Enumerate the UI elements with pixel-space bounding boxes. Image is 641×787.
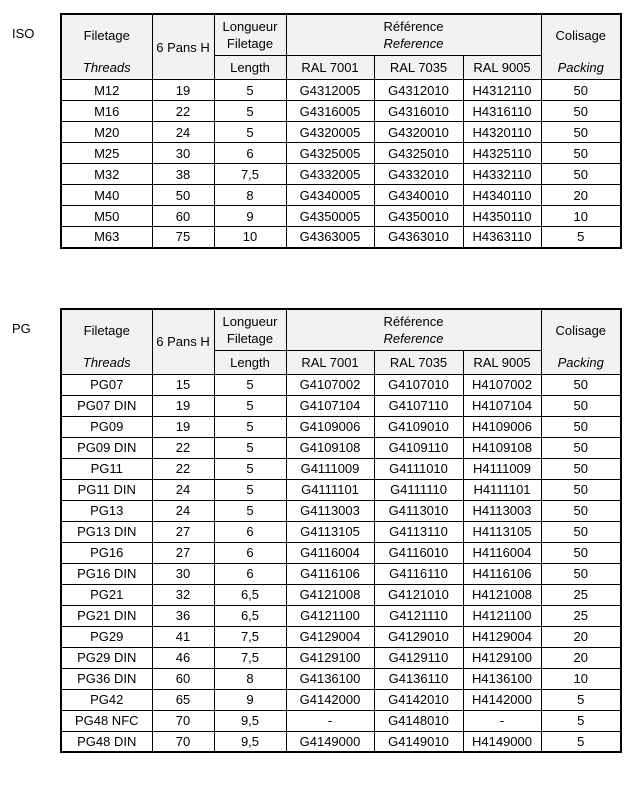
table-cell: 50 bbox=[541, 458, 621, 479]
col-header-colisage-en: Packing bbox=[557, 354, 604, 370]
table-cell: H4109108 bbox=[463, 437, 541, 458]
table-cell: 9,5 bbox=[214, 731, 286, 752]
col-header-6-pans-h: 6 Pans H bbox=[152, 14, 214, 80]
table-cell: G4136100 bbox=[286, 668, 374, 689]
table-cell: M63 bbox=[61, 227, 152, 248]
table-cell: 25 bbox=[541, 605, 621, 626]
table-row bbox=[61, 689, 621, 710]
table-row bbox=[61, 101, 621, 122]
table-row bbox=[61, 227, 621, 248]
table-cell: G4350005 bbox=[286, 206, 374, 227]
table-cell: 6,5 bbox=[214, 605, 286, 626]
table-row bbox=[61, 521, 621, 542]
table-cell: 15 bbox=[152, 374, 214, 395]
table-cell: PG13 bbox=[61, 500, 152, 521]
col-header-longueur-line2: Filetage bbox=[226, 36, 274, 52]
col-header-filetage-fr: Filetage bbox=[83, 322, 130, 338]
table-cell: H4332110 bbox=[463, 164, 541, 185]
table-cell: G4121008 bbox=[286, 584, 374, 605]
table-row bbox=[61, 731, 621, 752]
table-cell: 7,5 bbox=[214, 647, 286, 668]
table-row bbox=[61, 395, 621, 416]
table-cell: 5 bbox=[214, 395, 286, 416]
col-header-longueur-filetage bbox=[214, 14, 286, 56]
table-cell: 50 bbox=[541, 374, 621, 395]
table-cell: G4363010 bbox=[374, 227, 463, 248]
table-row bbox=[61, 479, 621, 500]
table-cell: G4350010 bbox=[374, 206, 463, 227]
table-cell: G4107110 bbox=[374, 395, 463, 416]
col-header-colisage-en: Packing bbox=[557, 60, 604, 75]
table-cell: 6 bbox=[214, 542, 286, 563]
col-header-reference-en: Reference bbox=[383, 36, 444, 52]
table-cell: G4312005 bbox=[286, 80, 374, 101]
table-cell: G4113010 bbox=[374, 500, 463, 521]
table-cell: H4129100 bbox=[463, 647, 541, 668]
table-cell: PG16 bbox=[61, 542, 152, 563]
table-cell: G4136110 bbox=[374, 668, 463, 689]
table-cell: 5 bbox=[214, 80, 286, 101]
table-cell: H4111009 bbox=[463, 458, 541, 479]
table-cell: G4121010 bbox=[374, 584, 463, 605]
table-cell: G4332005 bbox=[286, 164, 374, 185]
table-cell: 8 bbox=[214, 185, 286, 206]
table-cell: H4111101 bbox=[463, 479, 541, 500]
table-cell: 75 bbox=[152, 227, 214, 248]
table-cell: M16 bbox=[61, 101, 152, 122]
table-row bbox=[61, 605, 621, 626]
table-cell: 24 bbox=[152, 479, 214, 500]
col-header-reference bbox=[286, 14, 541, 56]
col-header-length: Length bbox=[214, 350, 286, 374]
col-header-6-pans-h: 6 Pans H bbox=[152, 309, 214, 375]
table-cell: H4316110 bbox=[463, 101, 541, 122]
table-row bbox=[61, 563, 621, 584]
table-row bbox=[61, 374, 621, 395]
table-cell: PG11 DIN bbox=[61, 479, 152, 500]
table-cell: G4325010 bbox=[374, 143, 463, 164]
table-cell: M25 bbox=[61, 143, 152, 164]
table-cell: 9,5 bbox=[214, 710, 286, 731]
table-cell: G4129010 bbox=[374, 626, 463, 647]
table-cell: G4109006 bbox=[286, 416, 374, 437]
table-cell: H4109006 bbox=[463, 416, 541, 437]
table-cell: G4340005 bbox=[286, 185, 374, 206]
col-header-longueur-line1: Longueur bbox=[222, 313, 278, 329]
table-cell: H4113105 bbox=[463, 521, 541, 542]
table-cell: 32 bbox=[152, 584, 214, 605]
table-cell: G4149010 bbox=[374, 731, 463, 752]
iso-table-body bbox=[61, 80, 621, 248]
table-cell: 24 bbox=[152, 122, 214, 143]
table-cell: H4350110 bbox=[463, 206, 541, 227]
table-cell: G4312010 bbox=[374, 80, 463, 101]
table-cell: H4363110 bbox=[463, 227, 541, 248]
table-cell: 20 bbox=[541, 647, 621, 668]
table-cell: H4116004 bbox=[463, 542, 541, 563]
table-cell: 50 bbox=[541, 101, 621, 122]
table-cell: PG13 DIN bbox=[61, 521, 152, 542]
table-cell: 6,5 bbox=[214, 584, 286, 605]
table-cell: PG29 DIN bbox=[61, 647, 152, 668]
table-row bbox=[61, 584, 621, 605]
table-cell: 19 bbox=[152, 416, 214, 437]
col-header-ral-7035: RAL 7035 bbox=[374, 350, 463, 374]
table-cell: H4129004 bbox=[463, 626, 541, 647]
table-cell: 5 bbox=[541, 710, 621, 731]
table-cell: G4320005 bbox=[286, 122, 374, 143]
table-cell: 70 bbox=[152, 710, 214, 731]
col-header-filetage-en: Threads bbox=[82, 60, 131, 75]
table-cell: 22 bbox=[152, 101, 214, 122]
col-header-reference bbox=[286, 309, 541, 351]
col-header-colisage-fr: Colisage bbox=[555, 322, 607, 338]
table-row bbox=[61, 143, 621, 164]
table-cell: PG07 DIN bbox=[61, 395, 152, 416]
table-cell: H4320110 bbox=[463, 122, 541, 143]
table-row bbox=[61, 710, 621, 731]
table-cell: G4107104 bbox=[286, 395, 374, 416]
table-row bbox=[61, 80, 621, 101]
table-cell: PG29 bbox=[61, 626, 152, 647]
table-row bbox=[61, 668, 621, 689]
table-cell: PG21 DIN bbox=[61, 605, 152, 626]
table-cell: - bbox=[463, 710, 541, 731]
col-header-filetage bbox=[61, 14, 152, 80]
table-cell: PG48 NFC bbox=[61, 710, 152, 731]
table-cell: PG42 bbox=[61, 689, 152, 710]
table-cell: 5 bbox=[541, 227, 621, 248]
table-cell: 27 bbox=[152, 542, 214, 563]
col-header-reference-en: Reference bbox=[383, 330, 444, 346]
table-cell: G4109108 bbox=[286, 437, 374, 458]
table-cell: G4129100 bbox=[286, 647, 374, 668]
pg-table-body bbox=[61, 374, 621, 752]
section-label-iso: ISO bbox=[12, 26, 35, 41]
table-cell: 7,5 bbox=[214, 626, 286, 647]
table-cell: 50 bbox=[541, 416, 621, 437]
table-cell: G4316010 bbox=[374, 101, 463, 122]
col-header-ral-9005: RAL 9005 bbox=[463, 350, 541, 374]
table-cell: G4363005 bbox=[286, 227, 374, 248]
table-cell: 20 bbox=[541, 626, 621, 647]
table-cell: 65 bbox=[152, 689, 214, 710]
col-header-reference-fr: Référence bbox=[383, 313, 444, 329]
table-cell: G4111110 bbox=[374, 479, 463, 500]
table-cell: M32 bbox=[61, 164, 152, 185]
iso-table-header bbox=[61, 14, 621, 80]
table-cell: PG48 DIN bbox=[61, 731, 152, 752]
table-cell: G4142000 bbox=[286, 689, 374, 710]
table-cell: 5 bbox=[541, 731, 621, 752]
table-cell: G4111010 bbox=[374, 458, 463, 479]
col-header-length: Length bbox=[214, 56, 286, 80]
table-cell: 5 bbox=[214, 374, 286, 395]
table-cell: G4121100 bbox=[286, 605, 374, 626]
table-cell: 70 bbox=[152, 731, 214, 752]
col-header-ral-7001: RAL 7001 bbox=[286, 350, 374, 374]
table-cell: - bbox=[286, 710, 374, 731]
table-cell: H4121008 bbox=[463, 584, 541, 605]
table-cell: G4107010 bbox=[374, 374, 463, 395]
col-header-longueur-filetage bbox=[214, 309, 286, 351]
table-row bbox=[61, 647, 621, 668]
table-cell: G4113110 bbox=[374, 521, 463, 542]
table-cell: 24 bbox=[152, 500, 214, 521]
table-cell: M40 bbox=[61, 185, 152, 206]
table-cell: 19 bbox=[152, 395, 214, 416]
table-cell: 20 bbox=[541, 185, 621, 206]
table-cell: G4148010 bbox=[374, 710, 463, 731]
table-cell: G4109110 bbox=[374, 437, 463, 458]
table-cell: PG09 bbox=[61, 416, 152, 437]
table-cell: PG16 DIN bbox=[61, 563, 152, 584]
col-header-reference-fr: Référence bbox=[383, 19, 444, 35]
table-cell: H4340110 bbox=[463, 185, 541, 206]
table-cell: 27 bbox=[152, 521, 214, 542]
col-header-ral-7001: RAL 7001 bbox=[286, 56, 374, 80]
table-row bbox=[61, 164, 621, 185]
table-cell: 50 bbox=[152, 185, 214, 206]
table-cell: 50 bbox=[541, 122, 621, 143]
table-cell: 5 bbox=[214, 437, 286, 458]
table-cell: 60 bbox=[152, 206, 214, 227]
table-cell: 50 bbox=[541, 143, 621, 164]
table-cell: 9 bbox=[214, 206, 286, 227]
table-cell: 6 bbox=[214, 143, 286, 164]
table-cell: G4107002 bbox=[286, 374, 374, 395]
table-cell: 60 bbox=[152, 668, 214, 689]
table-cell: 22 bbox=[152, 458, 214, 479]
table-cell: G4113105 bbox=[286, 521, 374, 542]
table-cell: H4136100 bbox=[463, 668, 541, 689]
table-row bbox=[61, 500, 621, 521]
table-cell: 5 bbox=[541, 689, 621, 710]
table-cell: 50 bbox=[541, 395, 621, 416]
table-cell: G4149000 bbox=[286, 731, 374, 752]
table-cell: 30 bbox=[152, 563, 214, 584]
table-cell: 36 bbox=[152, 605, 214, 626]
table-cell: G4121110 bbox=[374, 605, 463, 626]
table-cell: 6 bbox=[214, 521, 286, 542]
pg-section bbox=[0, 308, 641, 754]
table-cell: PG11 bbox=[61, 458, 152, 479]
table-cell: 50 bbox=[541, 80, 621, 101]
table-cell: G4320010 bbox=[374, 122, 463, 143]
table-row bbox=[61, 416, 621, 437]
table-cell: H4325110 bbox=[463, 143, 541, 164]
col-header-longueur-line2: Filetage bbox=[226, 330, 274, 346]
col-header-longueur-line1: Longueur bbox=[222, 19, 278, 35]
table-cell: H4121100 bbox=[463, 605, 541, 626]
pg-spec-table bbox=[60, 308, 622, 754]
col-header-ral-9005: RAL 9005 bbox=[463, 56, 541, 80]
table-cell: M50 bbox=[61, 206, 152, 227]
document-page bbox=[0, 13, 641, 787]
table-cell: G4116004 bbox=[286, 542, 374, 563]
table-cell: 38 bbox=[152, 164, 214, 185]
table-cell: 5 bbox=[214, 101, 286, 122]
table-cell: G4109010 bbox=[374, 416, 463, 437]
table-cell: 5 bbox=[214, 122, 286, 143]
table-row bbox=[61, 122, 621, 143]
table-cell: 6 bbox=[214, 563, 286, 584]
table-row bbox=[61, 185, 621, 206]
table-cell: 5 bbox=[214, 458, 286, 479]
table-cell: M20 bbox=[61, 122, 152, 143]
table-cell: PG07 bbox=[61, 374, 152, 395]
col-header-filetage bbox=[61, 309, 152, 375]
col-header-colisage-fr: Colisage bbox=[555, 28, 607, 43]
table-cell: 30 bbox=[152, 143, 214, 164]
table-cell: G4116110 bbox=[374, 563, 463, 584]
col-header-colisage bbox=[541, 14, 621, 80]
section-label-pg: PG bbox=[12, 320, 31, 336]
table-cell: G4116106 bbox=[286, 563, 374, 584]
table-cell: G4116010 bbox=[374, 542, 463, 563]
table-cell: G4129004 bbox=[286, 626, 374, 647]
table-cell: H4116106 bbox=[463, 563, 541, 584]
table-cell: PG36 DIN bbox=[61, 668, 152, 689]
table-cell: 50 bbox=[541, 437, 621, 458]
table-cell: 5 bbox=[214, 416, 286, 437]
col-header-filetage-fr: Filetage bbox=[83, 28, 130, 43]
table-cell: 10 bbox=[214, 227, 286, 248]
table-cell: 50 bbox=[541, 542, 621, 563]
col-header-filetage-en: Threads bbox=[82, 354, 131, 370]
table-cell: 50 bbox=[541, 563, 621, 584]
table-cell: 41 bbox=[152, 626, 214, 647]
iso-spec-table bbox=[60, 13, 622, 249]
table-cell: H4142000 bbox=[463, 689, 541, 710]
table-cell: 46 bbox=[152, 647, 214, 668]
table-cell: H4107002 bbox=[463, 374, 541, 395]
table-row bbox=[61, 437, 621, 458]
table-row bbox=[61, 458, 621, 479]
table-cell: 50 bbox=[541, 479, 621, 500]
table-cell: G4111101 bbox=[286, 479, 374, 500]
table-cell: H4107104 bbox=[463, 395, 541, 416]
table-cell: 9 bbox=[214, 689, 286, 710]
col-header-ral-7035: RAL 7035 bbox=[374, 56, 463, 80]
table-row bbox=[61, 206, 621, 227]
table-cell: G4111009 bbox=[286, 458, 374, 479]
table-cell: 8 bbox=[214, 668, 286, 689]
pg-table-header bbox=[61, 309, 621, 375]
col-header-colisage bbox=[541, 309, 621, 375]
table-cell: G4325005 bbox=[286, 143, 374, 164]
table-cell: 10 bbox=[541, 206, 621, 227]
table-cell: 22 bbox=[152, 437, 214, 458]
table-cell: 25 bbox=[541, 584, 621, 605]
iso-section bbox=[0, 13, 641, 249]
table-cell: 7,5 bbox=[214, 164, 286, 185]
table-cell: 19 bbox=[152, 80, 214, 101]
table-cell: 50 bbox=[541, 164, 621, 185]
table-cell: G4340010 bbox=[374, 185, 463, 206]
table-cell: PG21 bbox=[61, 584, 152, 605]
table-row bbox=[61, 626, 621, 647]
table-cell: G4316005 bbox=[286, 101, 374, 122]
table-cell: G4142010 bbox=[374, 689, 463, 710]
table-cell: G4113003 bbox=[286, 500, 374, 521]
table-cell: 50 bbox=[541, 500, 621, 521]
table-cell: M12 bbox=[61, 80, 152, 101]
table-cell: H4149000 bbox=[463, 731, 541, 752]
table-cell: H4312110 bbox=[463, 80, 541, 101]
table-cell: 50 bbox=[541, 521, 621, 542]
table-cell: G4332010 bbox=[374, 164, 463, 185]
table-cell: G4129110 bbox=[374, 647, 463, 668]
table-cell: 5 bbox=[214, 500, 286, 521]
table-cell: PG09 DIN bbox=[61, 437, 152, 458]
table-cell: 10 bbox=[541, 668, 621, 689]
table-cell: 5 bbox=[214, 479, 286, 500]
table-cell: H4113003 bbox=[463, 500, 541, 521]
table-row bbox=[61, 542, 621, 563]
